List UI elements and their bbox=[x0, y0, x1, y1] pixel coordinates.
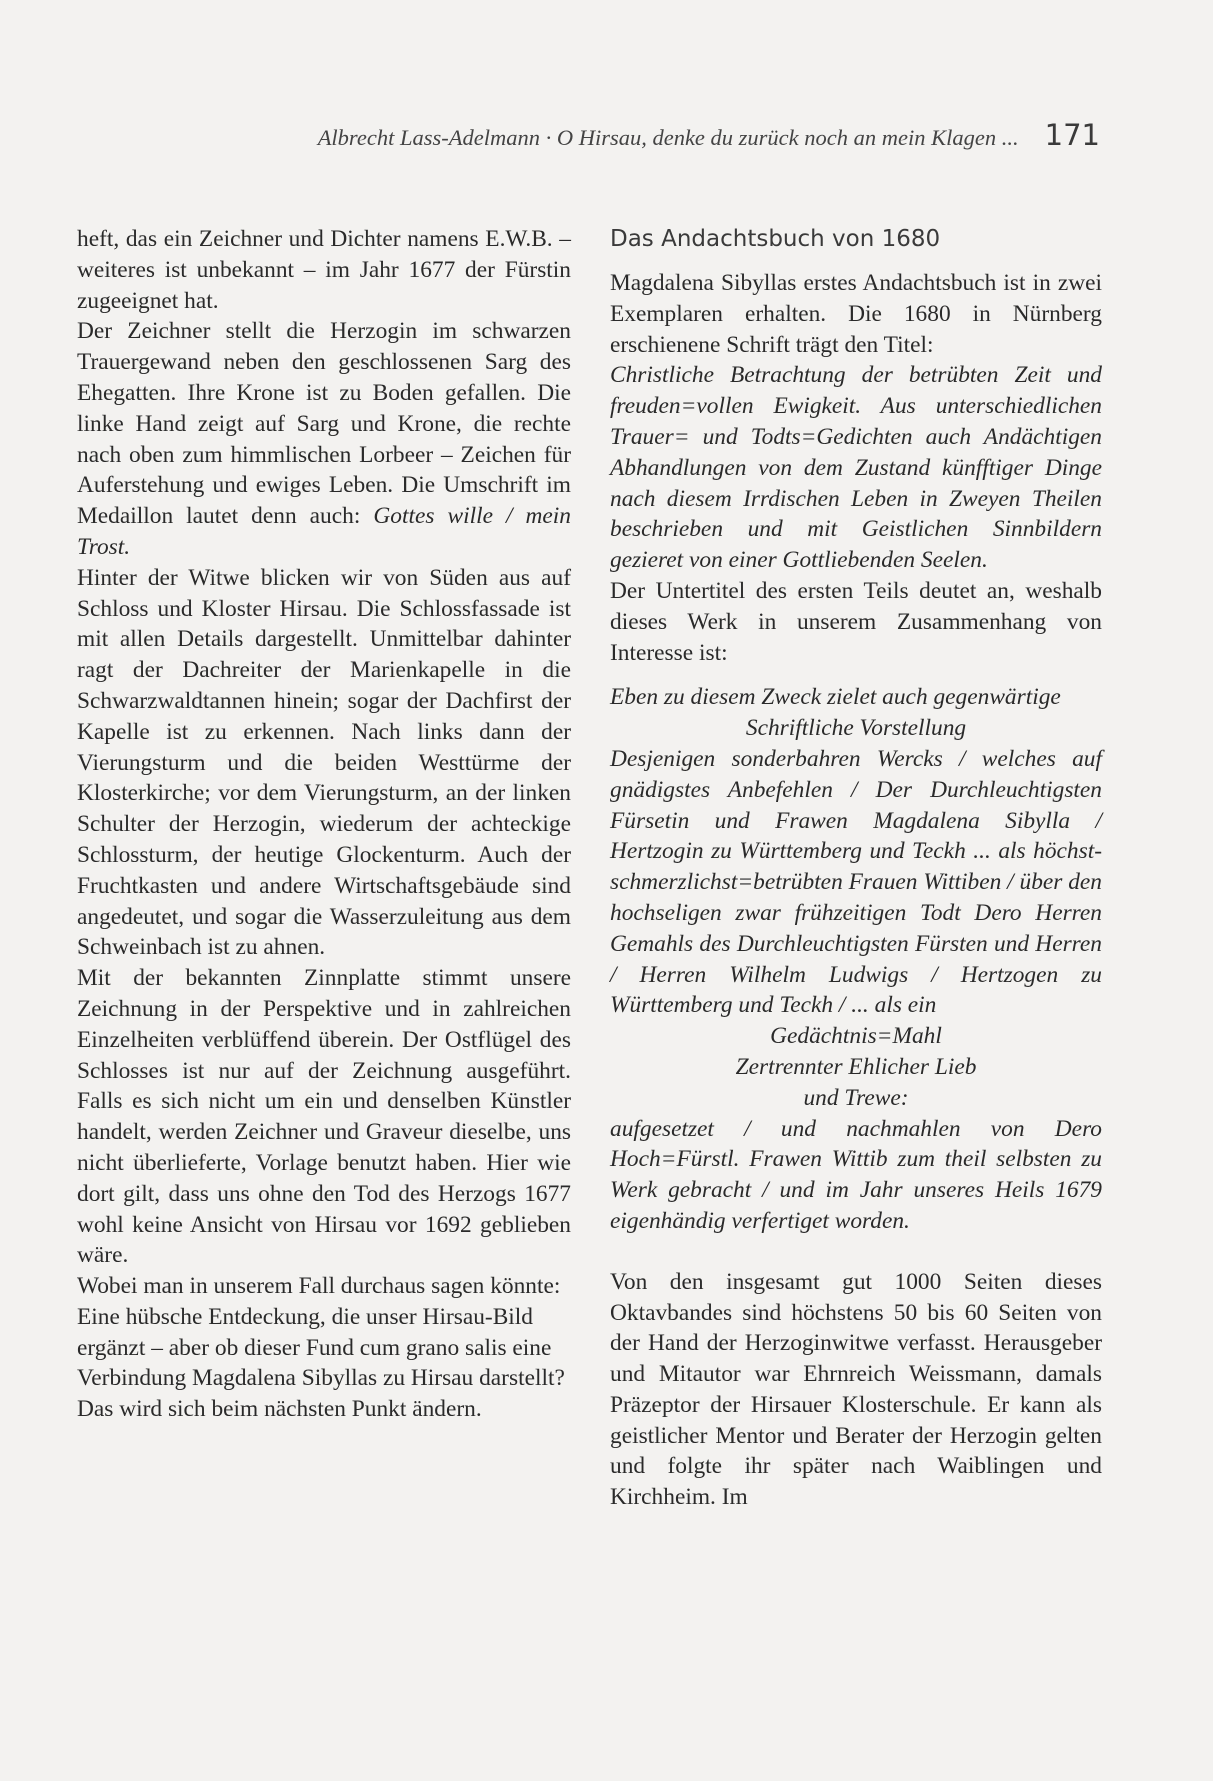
paragraph: Der Untertitel des ersten Teils deutet an, weshalb dieses Werk in unserem Zusammenhang von Interesse ist: bbox=[610, 577, 1102, 666]
quote-line: Gedächtnis=Mahl bbox=[770, 1023, 942, 1050]
page-number: 171 bbox=[1044, 118, 1100, 152]
paragraph bbox=[77, 316, 571, 562]
book-title-quote: Christliche Betrachtung der betrübten Zeit und freuden=vollen Ewigkeit. Aus unterschiedlichen Trauer= und Todts=Gedichten auch Andächtigen Abhandlungen von dem Zustand künfftiger Dinge nach diesem Irrdischen Leben in Zweyen Theilen beschrieben und mit Geistlichen Sinnbildern gezieret von einer Gottliebenden Seelen. bbox=[610, 362, 1102, 574]
paragraph: Hinter der Witwe blicken wir von Süden aus auf Schloss und Kloster Hirsau. Die Schlossfassade ist mit allen Details dargestellt. Unmittelbar dahinter ragt der Dachreiter der Marienkapelle in die Schwarzwaldtannen hinein; sogar der Dachfirst der Kapelle ist zu erkennen. Nach links dann der Vierungsturm und die beiden Westtürme der Klosterkirche; vor dem Vierungsturm, an der linken Schulter der Herzogin, wiederum der achteckige Schlossturm, der heutige Glockenturm. Auch der Fruchtkasten und andere Wirtschaftsgebäude sind angedeutet, und sogar die Wasserzuleitung aus dem Schweinbach ist zu ahnen. bbox=[77, 564, 571, 961]
quote-line: und Trewe: bbox=[803, 1084, 909, 1111]
medallion-quote: Gottes wille / mein Trost. bbox=[77, 503, 571, 560]
page-header bbox=[0, 118, 1100, 152]
paragraph: Wobei man in unserem Fall durchaus sagen könnte: Eine hübsche Entdeckung, die unser Hirsau-Bild ergänzt – aber ob dieser Fund cum grano salis eine Verbindung Magdalena Sibyllas zu Hirsau darstellt? Das wird sich beim nächsten Punkt ändern. bbox=[77, 1273, 565, 1423]
paragraph: Mit der bekannten Zinnplatte stimmt unsere Zeichnung in der Perspektive und in zahlreichen Einzelheiten verblüffend überein. Der Ostflügel des Schlosses ist nur auf der Zeichnung ausgeführt. Falls es sich nicht um ein und denselben Künstler handelt, werden Zeichner und Graveur dieselbe, uns nicht überlieferte, Vorlage benutzt haben. Hier wie dort gilt, dass uns ohne den Tod des Herzogs 1677 wohl keine Ansicht von Hirsau vor 1692 geblieben wäre. bbox=[77, 965, 571, 1269]
paragraph: heft, das ein Zeichner und Dichter namens E.W.B. – weiteres ist unbekannt – im Jahr 1677 der Fürstin zugeeignet hat. bbox=[77, 226, 571, 314]
left-column bbox=[77, 224, 571, 1425]
paragraph-text: Der Zeichner stellt die Herzogin im schwarzen Trauergewand neben den geschlossenen Sarg des Ehegatten. Ihre Krone ist zu Boden gefallen. Die linke Hand zeigt auf Sarg und Krone, die rechte nach oben zum himmlischen Lorbeer – Zeichen für Auferstehung und ewiges Leben. Die Umschrift im Medaillon lautet denn auch: bbox=[77, 318, 571, 530]
quote-line: Desjenigen sonderbahren Wercks / welches auf gnädigstes Anbefehlen / Der Durchleuchtigsten Fürsetin und Frawen Magdalena Sibylla / Hertzogin zu Württemberg und Teckh ... als höchst-schmerzlichst=betrübten Frauen Wittiben / über den hochseligen zwar frühzeitigen Todt Dero Herren Gemahls des Durchleuchtigsten Fürsten und Herren / Herren Wilhelm Ludwigs / Hertzogen zu Württemberg und Teckh / ... als ein bbox=[610, 745, 1102, 1019]
quote-line: Eben zu diesem Zweck zielet auch gegenwärtige bbox=[610, 684, 1061, 711]
quote-line: Zertrennter Ehlicher Lieb bbox=[735, 1053, 977, 1080]
paragraph: Von den insgesamt gut 1000 Seiten dieses Oktavbandes sind höchstens 50 bis 60 Seiten von der Hand der Herzoginwitwe verfasst. Herausgeber und Mitautor war Ehrnreich Weissmann, damals Präzeptor der Hirsauer Klosterschule. Er kann als geistlicher Mentor und Berater der Herzogin gelten und folgte ihr später nach Waiblingen und Kirchheim. Im bbox=[610, 1268, 1102, 1511]
quote-line: Schriftliche Vorstellung bbox=[745, 715, 967, 742]
right-column bbox=[610, 224, 1102, 1513]
paragraph: Magdalena Sibyllas erstes Andachtsbuch ist in zwei Exemplaren erhalten. Die 1680 in Nürnberg erschienene Schrift trägt den Titel: bbox=[610, 270, 1102, 358]
quote-line: aufgesetzet / und nachmahlen von Dero Hoch=Fürstl. Frawen Wittib zum theil selbsten zu Werk gebracht / und im Jahr unseres Heils 1679 eigenhändig verfertiget worden. bbox=[610, 1115, 1102, 1234]
section-heading: Das Andachtsbuch von 1680 bbox=[610, 226, 941, 252]
running-head: Albrecht Lass-Adelmann · O Hirsau, denke du zurück noch an mein Klagen ... bbox=[317, 125, 1019, 150]
